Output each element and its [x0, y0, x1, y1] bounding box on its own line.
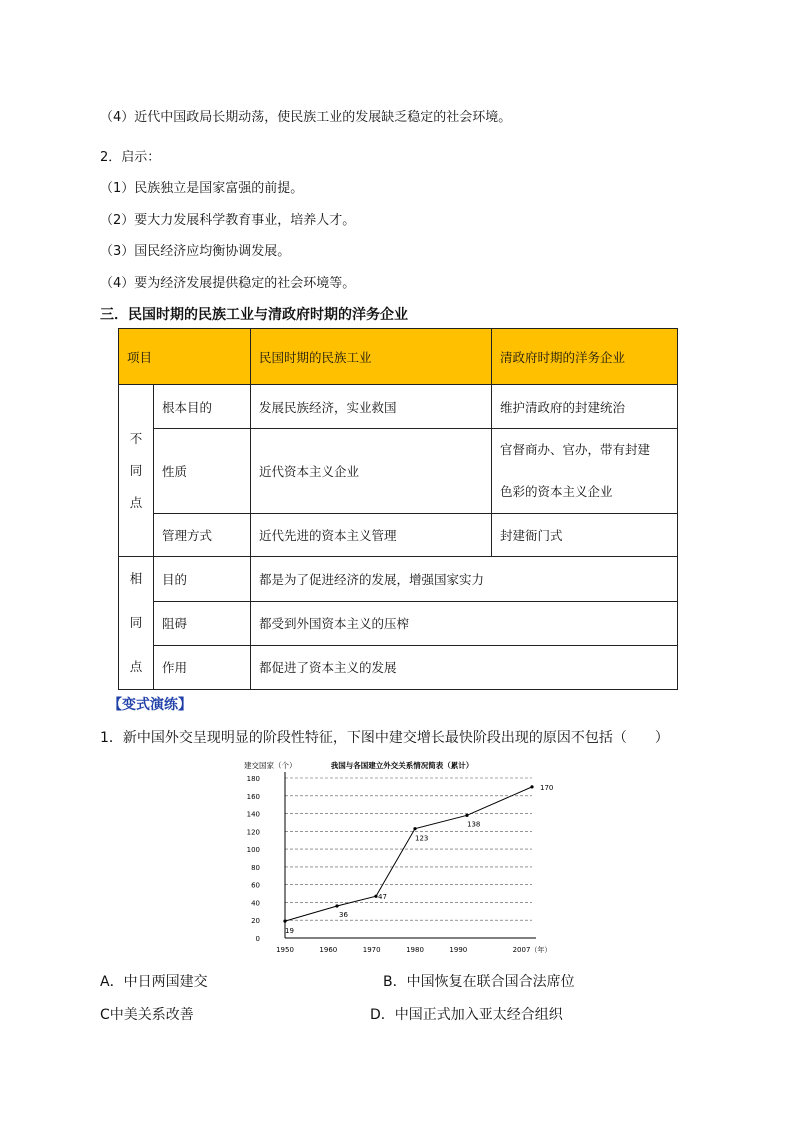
data-point [413, 827, 416, 830]
x-tick-label: 1990 [449, 946, 468, 954]
row-common: 都促进了资本主义的发展 [251, 645, 678, 689]
table-row [119, 557, 678, 602]
exercise-heading: 【变式演练】 [108, 697, 192, 713]
y-tick-label: 20 [251, 917, 260, 926]
inspiration-heading: 2．启示： [100, 150, 161, 165]
same-label: 相 同 点 [119, 557, 154, 690]
data-point [283, 920, 286, 923]
data-point [335, 904, 338, 907]
y-tick-label: 60 [251, 881, 260, 890]
row-minguo: 近代资本主义企业 [251, 429, 492, 514]
diplomatic-relations-chart [240, 756, 554, 956]
data-label: 47 [378, 893, 387, 902]
x-tick-label: 2007（年） [512, 946, 552, 954]
x-tick-label: 1980 [406, 946, 424, 954]
header-minguo: 民国时期的民族工业 [251, 329, 492, 385]
y-tick-label: 140 [246, 810, 260, 819]
data-label: 123 [415, 834, 429, 843]
series-line [285, 787, 532, 921]
comparison-table [118, 328, 678, 690]
option-b[interactable]: B．中国恢复在联合国合法席位 [383, 974, 575, 990]
data-label: 19 [285, 927, 294, 936]
y-tick-label: 120 [246, 828, 260, 837]
inspiration-1: （1）民族独立是国家富强的前提。 [100, 181, 304, 196]
row-minguo: 近代先进的资本主义管理 [251, 514, 492, 557]
row-common: 都是为了促进经济的发展，增强国家实力 [251, 557, 678, 602]
header-item: 项目 [119, 329, 251, 385]
inspiration-3: （3）国民经济应均衡协调发展。 [100, 244, 291, 259]
y-tick-label: 80 [251, 863, 260, 872]
row-aspect: 根本目的 [154, 385, 251, 429]
question-1: 1．新中国外交呈现明显的阶段性特征，下图中建交增长最快阶段出现的原因不包括（ ） [100, 730, 669, 746]
y-tick-label: 160 [246, 792, 260, 801]
data-point [465, 814, 468, 817]
table-row [119, 429, 678, 514]
y-tick-label: 40 [251, 899, 260, 908]
row-qing: 官督商办、官办，带有封建 色彩的资本主义企业 [492, 429, 678, 514]
table-row [119, 645, 678, 689]
chart-title: 我国与各国建立外交关系情况简表（累计） [330, 761, 474, 770]
header-qing: 清政府时期的洋务企业 [492, 329, 678, 385]
row-minguo: 发展民族经济，实业救国 [251, 385, 492, 429]
row-aspect: 作用 [154, 645, 251, 689]
data-label: 138 [467, 820, 481, 829]
table-row [119, 514, 678, 557]
data-label: 170 [540, 783, 554, 792]
row-aspect: 目的 [154, 557, 251, 602]
table-header-row [119, 329, 678, 385]
y-tick-label: 100 [246, 846, 260, 855]
section-3-heading: 三．民国时期的民族工业与清政府时期的洋务企业 [100, 307, 408, 323]
table-row [119, 602, 678, 646]
inspiration-4: （4）要为经济发展提供稳定的社会环境等。 [100, 276, 356, 291]
row-qing: 封建衙门式 [492, 514, 678, 557]
row-aspect: 阻碍 [154, 602, 251, 646]
option-c[interactable]: C中美关系改善 [100, 1007, 194, 1023]
y-tick-label: 0 [255, 935, 260, 943]
diff-label: 不 同 点 [119, 385, 154, 557]
y-tick-label: 180 [246, 775, 260, 783]
x-tick-label: 1950 [276, 946, 294, 954]
row-aspect: 管理方式 [154, 514, 251, 557]
row-common: 都受到外国资本主义的压榨 [251, 602, 678, 646]
chart-y-axis-label: 建交国家（个） [244, 761, 297, 770]
data-point [530, 785, 533, 788]
row-aspect: 性质 [154, 429, 251, 514]
cause-4-text: （4）近代中国政局长期动荡，使民族工业的发展缺乏稳定的社会环境。 [100, 110, 512, 125]
x-tick-label: 1970 [362, 946, 381, 954]
inspiration-2: （2）要大力发展科学教育事业，培养人才。 [100, 213, 356, 228]
table-row [119, 385, 678, 429]
option-a[interactable]: A．中日两国建交 [100, 974, 208, 990]
x-tick-label: 1960 [319, 946, 338, 954]
row-qing: 维护清政府的封建统治 [492, 385, 678, 429]
data-label: 36 [339, 911, 348, 919]
option-d[interactable]: D．中国正式加入亚太经合组织 [370, 1007, 563, 1023]
